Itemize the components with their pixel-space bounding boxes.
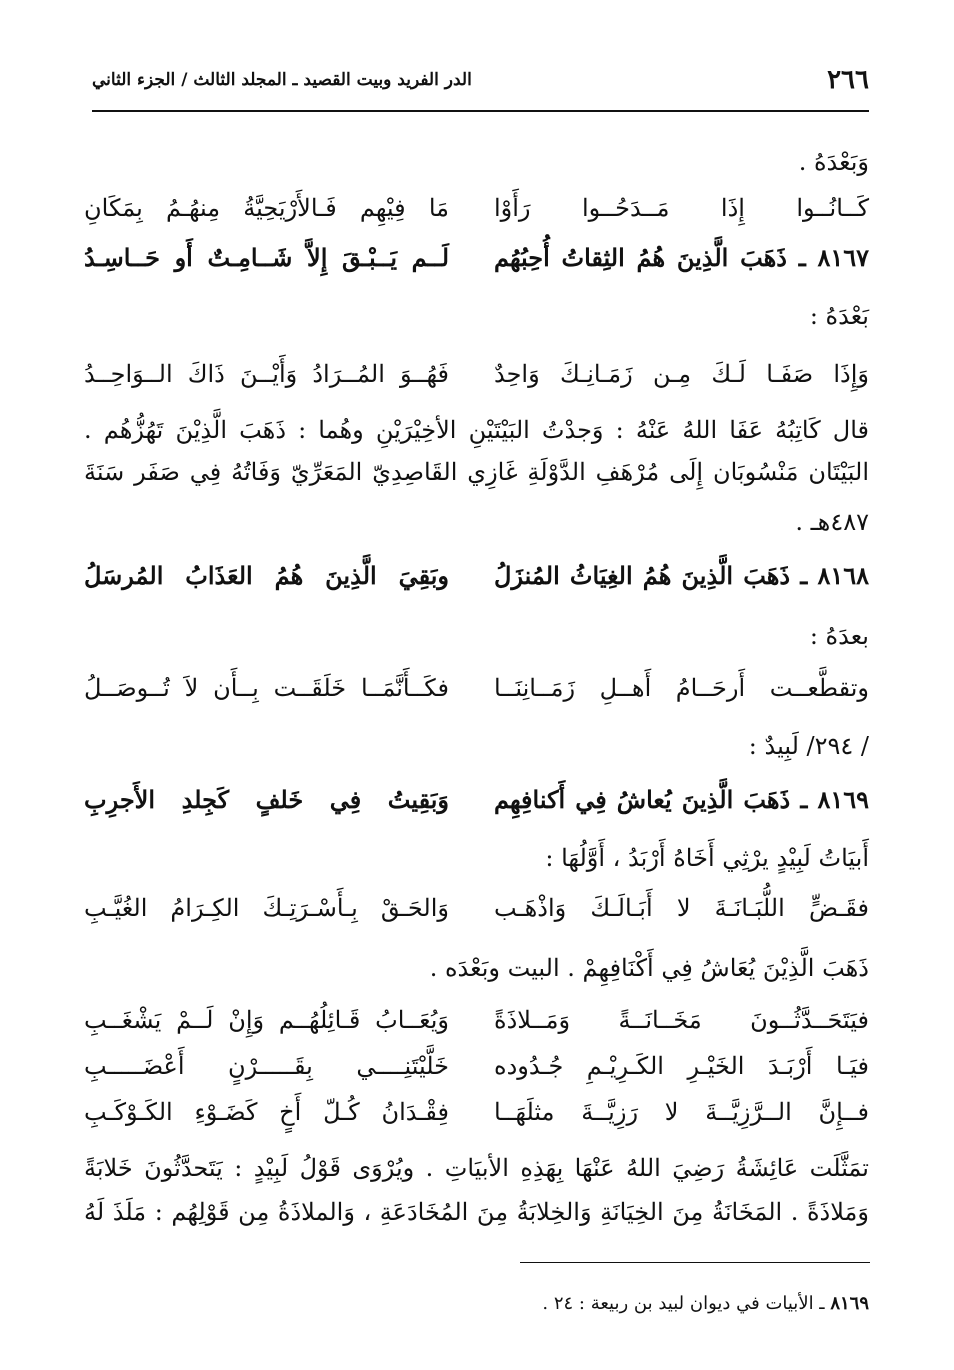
text-line: بَعْدَهُ : [809, 302, 869, 330]
verse-second-hemistich: لَــم يَــبْـقَ إِلاَّ شَــامِـتٌ أَو حَــاسِـدُ [84, 243, 449, 272]
verse-second-hemistich: فَهُــوَ المُــرَادُ وَأَيْــنَ ذَاكَ الــوَاحِــدُ [84, 360, 449, 388]
verse [84, 888, 869, 928]
verse-second-hemistich: وبَقِيَ الَّذِينَ هُمُ العَذَابُ المُرسَلُ [84, 561, 449, 590]
text-line: بعدَهُ : [809, 622, 869, 650]
verse-second-hemistich: فِقْـدَانُ كُـلّ أَخٍ كَضَـوْءِ الكَـوْكَـبِ [84, 1098, 449, 1126]
footnote-rule [520, 1262, 870, 1263]
verse-first-hemistich: وتقطَّعــت أَرحَــامُ أَهــلِ زَمَــانِنَــا [494, 674, 869, 702]
text-line: وَبَعْدَهُ . [798, 148, 869, 176]
verse-first-hemistich: كَــانُــوا إِذَا مَــدَحُــوا رَأَوْا [494, 194, 869, 222]
verse-first-hemistich: فقَـضٍّ اللُّبَـانَـةَ لا أَبَـالَـكَ وَاذْهَـب [494, 894, 869, 922]
verse-first-hemistich: فــإِنَّ الــرَّزِيَّــةَ لا رَزِيَّــةَ مثلَهَــا [494, 1098, 869, 1126]
verse-second-hemistich: وَبَقِيتُ فِي خَلفٍ كَجِلدِ الأَجرِبِ [84, 785, 449, 814]
verse-second-hemistich: وَيُعَــابُ قَـائِلُهُــم وَإِنْ لَــمْ يَشْغَــبِ [84, 1006, 449, 1034]
verse-second-hemistich: فكَــأَنَّمَــا خَلَقَــت بِــأَن لاَ تُــوصَــلُ [84, 674, 449, 702]
paragraph-line: ٤٨٧هـ . [795, 508, 869, 536]
running-title: الدر الفريد وبيت القصيد ـ المجلد الثالث / الجزء الثاني [92, 70, 472, 90]
paragraph-line: وَمَلاذَةً . المَخَانَةُ مِنَ الخِيَانَةِ وَالخِلابَةُ مِنَ المُخَادَعَةِ ، وَالملاذَةُ مِن قَوْلِهُم : مَلَذَ لَهُ [84, 1198, 869, 1226]
text-line: / ٢٩٤/ لَبِيدٌ : [748, 732, 869, 760]
verse-first-hemistich: ٨١٦٩ ـ ذَهَبَ الَّذِينَ يُعاشُ فِي أَكنافِهِم [494, 785, 869, 814]
verse-first-hemistich: ٨١٦٨ ـ ذَهَبَ الَّذِينَ هُمُ الغِيَاثُ المُنزَلُ [494, 561, 869, 590]
paragraph-line: البَيْتَان مَنْسُوبَان إِلَى مُرْهَفِ الدَّوْلَةِ غَازِي القَاصِدِيّ المَعَرِّيّ وَفَاتُهُ فِي صَفَر سَنَةَ [84, 458, 869, 486]
footnote [542, 1290, 869, 1318]
verse-first-hemistich: وَإِذَا صَفَـا لَـكَ مِـن زَمَـانِـكَ وَاحِدٌ [494, 360, 869, 388]
footnote-text: ـ الأبيات في ديوان لبيد بن ربيعة : ٢٤ . [542, 1293, 825, 1314]
numbered-verse [84, 238, 869, 278]
text-line: أَبيَاتُ لَبِيْدٍ يرْثِي أَخَاهُ أَرْبَدُ ، أَوَّلُهَا : [545, 844, 869, 872]
verse [84, 1000, 869, 1040]
text-line: ذَهَبَ الَّذِيْنَ يُعَاشُ فِي أَكْنَافِهِمْ . البيت وبَعْدَه . [429, 954, 869, 982]
page-number: ٢٦٦ [827, 65, 869, 95]
verse-second-hemistich: خَلَّيْتَنِــــي بِقَـــــرْنٍ أَعْضَـــــبِ [84, 1052, 449, 1080]
numbered-verse [84, 556, 869, 596]
paragraph-line: تمَثَّلَت عَائِشَةُ رَضِيَ اللهُ عَنْهَا بِهَذِهِ الأبيَاتِ . ويُرْوَى قَوْلُ لَبِيْدٍ : يَتَحدَّثُونَ خَلابَةً [84, 1154, 869, 1182]
verse [84, 668, 869, 708]
header-rule [92, 110, 869, 112]
numbered-verse [84, 780, 869, 820]
verse-second-hemistich: مَا فِيْهِم فَـالأَرْيَحِيَّةُ مِنهُـمُ بِمَكَانِ [84, 194, 449, 222]
paragraph-line: قال كَاتِبُهُ عَفَا اللهُ عَنْهُ : وَجدْتُ البَيْتَيْنِ الأخِيْرَيْنِ وهُما : ذَهَبَ الَّذِيْنَ تَهُزُّهُم . [84, 416, 869, 444]
verse [84, 1092, 869, 1132]
verse [84, 354, 869, 394]
footnote-number: ٨١٦٩ [830, 1293, 869, 1314]
page-header [92, 60, 869, 100]
verse [84, 1046, 869, 1086]
verse [84, 188, 869, 228]
verse-first-hemistich: فيَـا أَرْبَـدَ الخَيْـرِ الكَـرِيْـمِ جُـدُوده [494, 1052, 869, 1080]
verse-second-hemistich: وَالحَـقْ بِـأَسْـرَتِـكَ الكِـرَامُ الغُيَّـبِ [84, 894, 449, 922]
verse-first-hemistich: ٨١٦٧ ـ ذَهَبَ الَّذِينَ هُمُ الثِقاتُ أُحِبُهُم [494, 243, 869, 272]
verse-first-hemistich: فيَتَحَــدَّثُــونَ مَخَــانَــةً وَمَــلاذَةً [494, 1006, 869, 1034]
